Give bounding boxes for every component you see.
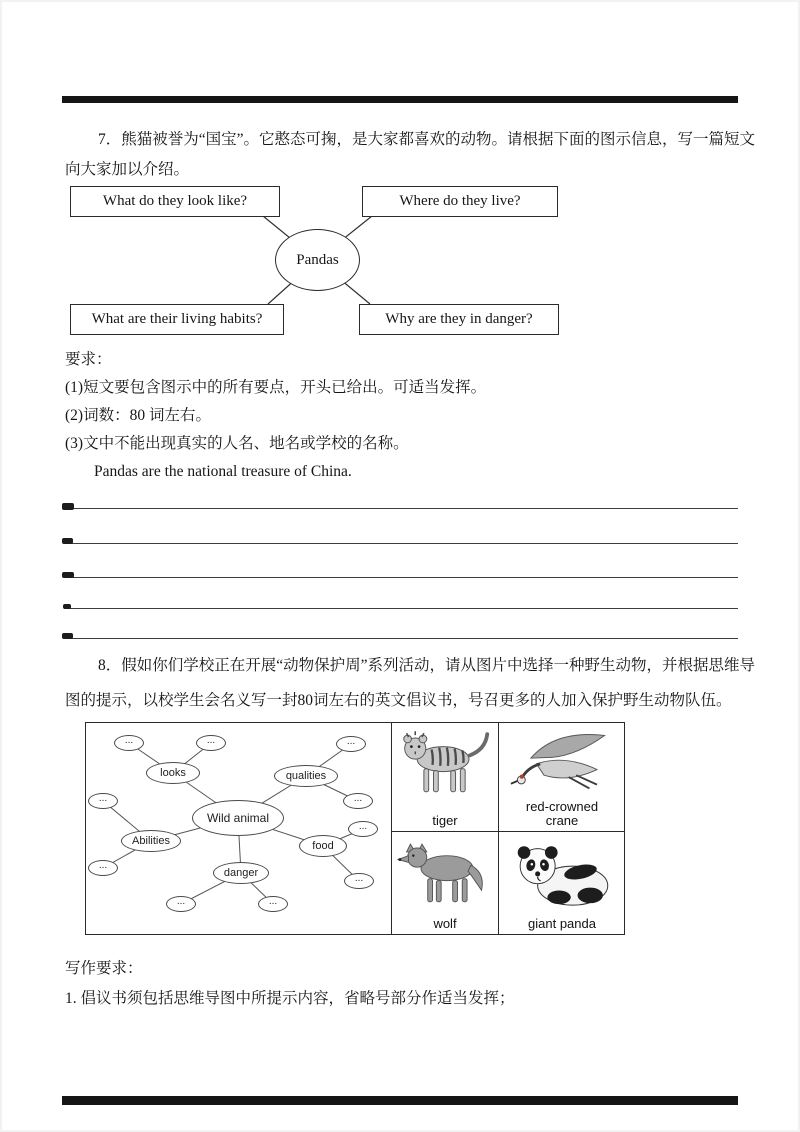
ink-smudge bbox=[62, 538, 73, 544]
mindmap-ellipsis-node: ... bbox=[258, 896, 288, 912]
answer-line bbox=[64, 577, 738, 578]
wolf-image bbox=[397, 835, 493, 909]
mindmap-center-node: Wild animal bbox=[192, 800, 284, 836]
mindmap-node-danger: danger bbox=[213, 862, 269, 884]
animal-cell-panda bbox=[498, 831, 625, 934]
answer-line bbox=[64, 543, 738, 544]
answer-line bbox=[64, 638, 738, 639]
question8-text-line2: 图的提示，以校学生会名义写一封80词左右的英文倡议书，号召更多的人加入保护野生动物队伍。 bbox=[65, 692, 732, 709]
opening-sentence: Pandas are the national treasure of China. bbox=[94, 463, 352, 480]
giant-panda-image bbox=[508, 835, 616, 909]
mindmap-ellipsis-node: ... bbox=[343, 793, 373, 809]
scan-artifact-bar-bottom bbox=[62, 1096, 738, 1105]
diagram-box-bottom-right: Why are they in danger? bbox=[359, 304, 559, 335]
ink-smudge bbox=[62, 572, 74, 578]
wild-animal-mindmap bbox=[86, 723, 391, 934]
ink-smudge bbox=[62, 633, 73, 639]
pandas-diagram bbox=[0, 183, 800, 343]
answer-line bbox=[64, 608, 738, 609]
tiger-image bbox=[397, 726, 493, 798]
mindmap-ellipsis-node: ... bbox=[336, 736, 366, 752]
mindmap-ellipsis-node: ... bbox=[114, 735, 144, 751]
diagram-center-node: Pandas bbox=[275, 229, 360, 291]
diagram-box-top-left: What do they look like? bbox=[70, 186, 280, 217]
animal-label-crane: red-crowned crane bbox=[525, 799, 599, 828]
animal-cell-wolf bbox=[392, 831, 498, 934]
requirement-3: (3)文中不能出现真实的人名、地名或学校的名称。 bbox=[65, 435, 409, 452]
scan-artifact-bar-top bbox=[62, 96, 738, 103]
ink-smudge bbox=[63, 604, 71, 609]
requirement-2: (2)词数：80 词左右。 bbox=[65, 407, 211, 424]
mindmap-node-food: food bbox=[299, 835, 347, 857]
mindmap-ellipsis-node: ... bbox=[348, 821, 378, 837]
mindmap-node-looks: looks bbox=[146, 762, 200, 784]
mindmap-ellipsis-node: ... bbox=[88, 860, 118, 876]
animal-label-panda: giant panda bbox=[528, 916, 596, 931]
question8-figure bbox=[85, 722, 625, 935]
mindmap-ellipsis-node: ... bbox=[196, 735, 226, 751]
diagram-box-bottom-left: What are their living habits? bbox=[70, 304, 284, 335]
animal-cell-tiger bbox=[392, 723, 498, 831]
red-crowned-crane-image bbox=[507, 726, 617, 796]
question8-text-line1: 8．假如你们学校正在开展“动物保护周”系列活动，请从图片中选择一种野生动物，并根据思维导 bbox=[98, 657, 756, 674]
question7-text-line1: 7．熊猫被誉为“国宝”。它憨态可掬，是大家都喜欢的动物。请根据下面的图示信息，写一篇短文 bbox=[98, 131, 756, 148]
mindmap-ellipsis-node: ... bbox=[344, 873, 374, 889]
animal-label-tiger: tiger bbox=[432, 813, 458, 828]
mindmap-node-qualities: qualities bbox=[274, 765, 338, 787]
answer-line bbox=[64, 508, 738, 509]
writing-requirement-1: 1. 倡议书须包括思维导图中所提示内容，省略号部分作适当发挥； bbox=[65, 990, 515, 1007]
question7-text-line2: 向大家加以介绍。 bbox=[65, 161, 190, 178]
mindmap-ellipsis-node: ... bbox=[166, 896, 196, 912]
animal-cell-crane bbox=[498, 723, 625, 831]
requirement-1: (1)短文要包含图示中的所有要点，开头已给出。可适当发挥。 bbox=[65, 379, 487, 396]
mindmap-ellipsis-node: ... bbox=[88, 793, 118, 809]
diagram-box-top-right: Where do they live? bbox=[362, 186, 558, 217]
animal-photo-grid bbox=[391, 723, 624, 934]
requirements-title: 要求： bbox=[65, 351, 112, 368]
ink-smudge bbox=[62, 503, 74, 510]
animal-label-wolf: wolf bbox=[433, 916, 457, 931]
mindmap-node-abilities: Abilities bbox=[121, 830, 181, 852]
writing-requirements-title: 写作要求： bbox=[65, 960, 143, 977]
